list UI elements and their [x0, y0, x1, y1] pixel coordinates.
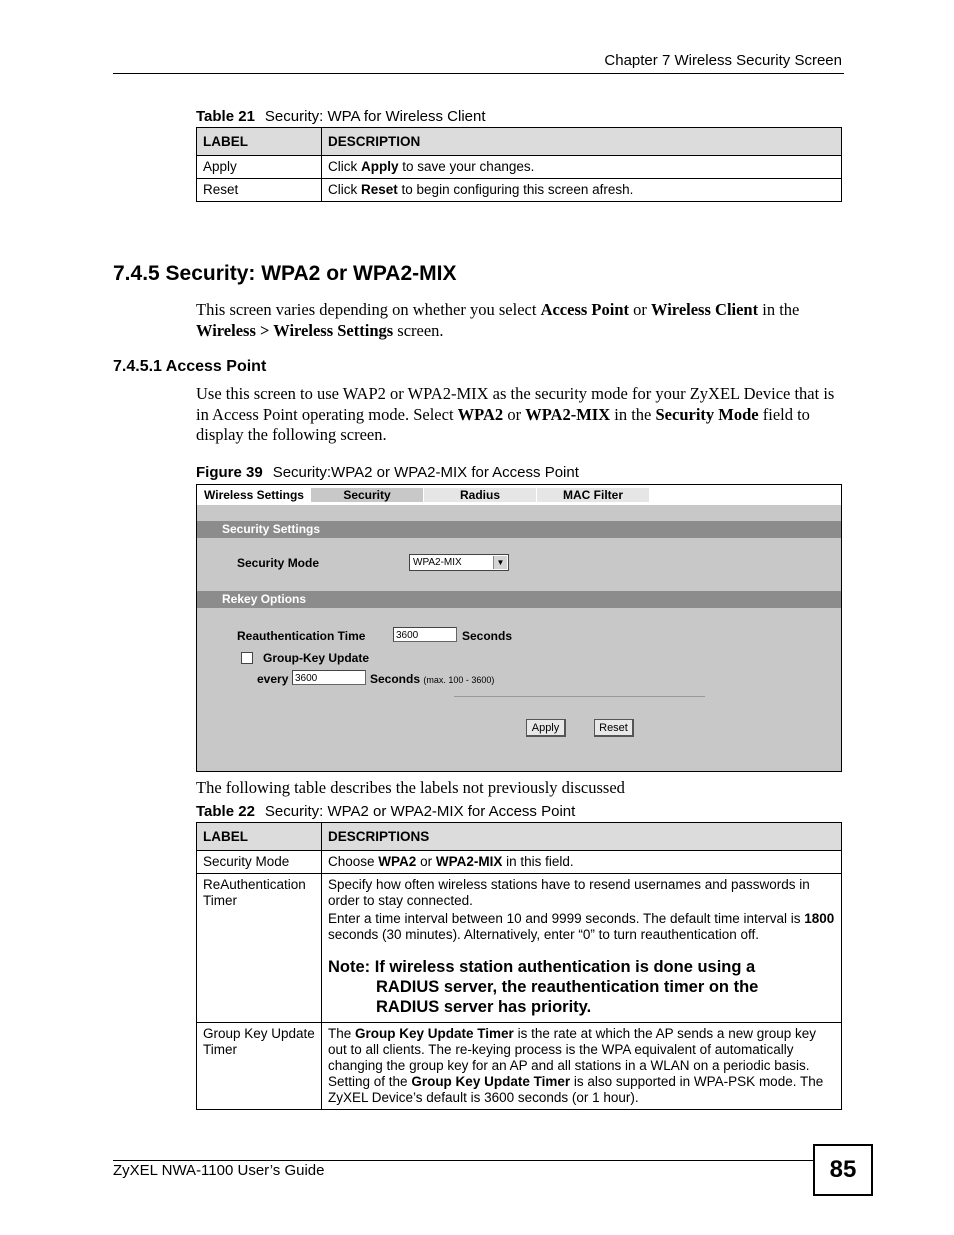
body-paragraph	[196, 384, 842, 446]
divider	[454, 696, 705, 697]
para-text: or	[503, 404, 526, 424]
desc-text: seconds (30 minutes). Alternatively, enter “0” to turn reauthentication off.	[328, 927, 759, 942]
every-label: every	[257, 672, 289, 686]
footer-guide: ZyXEL NWA-1100 User’s Guide	[113, 1162, 325, 1179]
section-heading: 7.4.5 Security: WPA2 or WPA2-MIX	[113, 262, 457, 285]
desc-text: in this field.	[502, 854, 574, 869]
page-number: 85	[813, 1144, 873, 1196]
desc-bold: Reset	[361, 182, 398, 197]
table-row	[197, 1023, 842, 1110]
figure-caption-num: Figure 39	[196, 464, 263, 481]
table-row	[197, 874, 842, 1023]
group-key-interval-input[interactable]: 3600	[292, 670, 366, 685]
chapter-header: Chapter 7 Wireless Security Screen	[604, 52, 842, 69]
after-figure-text: The following table describes the labels not previously discussed	[196, 778, 625, 797]
security-mode-select[interactable]	[409, 554, 509, 571]
table22-caption-text: Security: WPA2 or WPA2-MIX for Access Point	[264, 803, 576, 820]
rekey-options-title: Rekey Options	[222, 592, 307, 606]
table22-col-desc: DESCRIPTIONS	[322, 823, 842, 851]
desc-text: Choose	[328, 854, 379, 869]
table-row	[197, 156, 842, 179]
security-mode-label: Security Mode	[237, 556, 320, 570]
desc-text: Enter a time interval between 10 and 9999 seconds. The default time interval is	[328, 911, 805, 926]
table21-col-desc: DESCRIPTION	[322, 128, 842, 156]
table21-row-desc	[322, 179, 842, 202]
desc-bold: Group Key Update Timer	[411, 1074, 571, 1089]
tab-radius[interactable]: Radius	[424, 488, 536, 502]
table22-row-desc	[322, 851, 842, 874]
table22-row-desc	[322, 1023, 842, 1110]
reauth-time-input[interactable]: 3600	[393, 627, 457, 642]
table21-col-label: LABEL	[197, 128, 322, 156]
para-bold: Security Mode	[655, 404, 759, 424]
table21	[196, 127, 842, 202]
desc-text: Click	[328, 159, 361, 174]
para-text: screen.	[393, 320, 444, 340]
para-text: or	[629, 300, 652, 319]
tab-wireless-settings[interactable]: Wireless Settings	[204, 488, 304, 502]
seconds-hint: (max. 100 - 3600)	[423, 675, 495, 685]
para-text: in the	[610, 404, 656, 424]
desc-text: Click	[328, 182, 361, 197]
table22-caption	[196, 803, 575, 820]
intro-paragraph	[196, 300, 842, 341]
table22-row-label: ReAuthentication Timer	[197, 874, 322, 1023]
desc-text: or	[416, 854, 436, 869]
table21-caption-num: Table 21	[196, 108, 255, 125]
note-line: Note: If wireless station authentication is done using a	[328, 958, 756, 976]
table21-row-desc	[322, 156, 842, 179]
seconds-label-2	[370, 672, 494, 686]
table21-row-label: Apply	[197, 156, 322, 179]
reauth-time-label: Reauthentication Time	[237, 629, 366, 643]
table22-row-label: Security Mode	[197, 851, 322, 874]
table-row	[197, 179, 842, 202]
subsection-heading: 7.4.5.1 Access Point	[113, 358, 267, 375]
para-text: Use this screen to use WAP2 or WPA2-MIX as the security mode for your ZyXEL Device that is in Access Point operating mode. Select	[196, 384, 835, 424]
note-block	[328, 957, 835, 1017]
table22-row-label: Group Key Update Timer	[197, 1023, 322, 1110]
table21-header-row	[197, 128, 842, 156]
chevron-down-icon[interactable]: ▼	[493, 556, 507, 569]
table22	[196, 822, 842, 1110]
figure-caption	[196, 464, 579, 481]
desc-bold: Group Key Update Timer	[355, 1026, 514, 1041]
desc-text: is the rate at which the AP sends a new group key out to all clients. The re-keying process is the WPA equivalent of automatically changing the group key for an AP and all stations in a WLAN on a periodic basis. Setting of the	[328, 1026, 816, 1089]
security-settings-title: Security Settings	[222, 522, 321, 536]
desc-bold: Apply	[361, 159, 399, 174]
table22-header-row	[197, 823, 842, 851]
figure-screenshot	[196, 484, 842, 772]
desc-text: The	[328, 1026, 356, 1041]
desc-bold: WPA2	[378, 854, 417, 869]
table-row	[197, 851, 842, 874]
table21-caption-text: Security: WPA for Wireless Client	[264, 108, 486, 125]
header-rule	[113, 73, 844, 74]
desc-bold: WPA2-MIX	[435, 854, 503, 869]
desc-text: to begin configuring this screen afresh.	[397, 182, 634, 197]
para-text: in the	[758, 300, 800, 319]
desc-paragraph: Specify how often wireless stations have to resend usernames and passwords in order to stay connected.	[328, 877, 810, 908]
para-bold: Wireless Client	[651, 300, 759, 319]
security-settings-bar	[197, 521, 841, 538]
desc-paragraph	[328, 911, 835, 943]
group-key-update-checkbox[interactable]	[241, 652, 253, 664]
para-bold: Access Point	[540, 300, 630, 319]
rekey-options-bar	[197, 591, 841, 608]
desc-text: to save your changes.	[398, 159, 535, 174]
desc-bold: 1800	[804, 911, 835, 926]
note-line: RADIUS server, the reauthentication timer on the	[376, 978, 759, 996]
footer-rule	[113, 1160, 813, 1161]
reset-button[interactable]: Reset	[594, 719, 634, 737]
table22-caption-num: Table 22	[196, 803, 255, 820]
table22-col-label: LABEL	[197, 823, 322, 851]
seconds-label: Seconds	[462, 629, 513, 643]
para-bold: WPA2-MIX	[525, 404, 611, 424]
group-key-update-label: Group-Key Update	[263, 651, 370, 665]
apply-button[interactable]: Apply	[526, 719, 566, 737]
para-bold: WPA2	[457, 404, 504, 424]
security-mode-value: WPA2-MIX	[413, 557, 462, 568]
tab-bar	[197, 485, 841, 505]
note-line: RADIUS server has priority.	[376, 998, 592, 1016]
figure-caption-text: Security:WPA2 or WPA2-MIX for Access Point	[272, 464, 579, 481]
table21-caption	[196, 108, 486, 125]
seconds-label-2-text: Seconds	[370, 672, 421, 686]
tab-security[interactable]: Security	[311, 488, 423, 502]
para-text: field to display the following screen.	[196, 404, 810, 444]
tab-mac-filter[interactable]: MAC Filter	[537, 488, 649, 502]
desc-text: is also supported in WPA-PSK mode. The ZyXEL Device’s default is 3600 seconds (or 1 hour).	[328, 1074, 824, 1105]
table21-row-label: Reset	[197, 179, 322, 202]
para-bold: Wireless > Wireless Settings	[196, 320, 394, 340]
para-text: This screen varies depending on whether you select	[196, 300, 541, 319]
table22-row-desc	[322, 874, 842, 1023]
